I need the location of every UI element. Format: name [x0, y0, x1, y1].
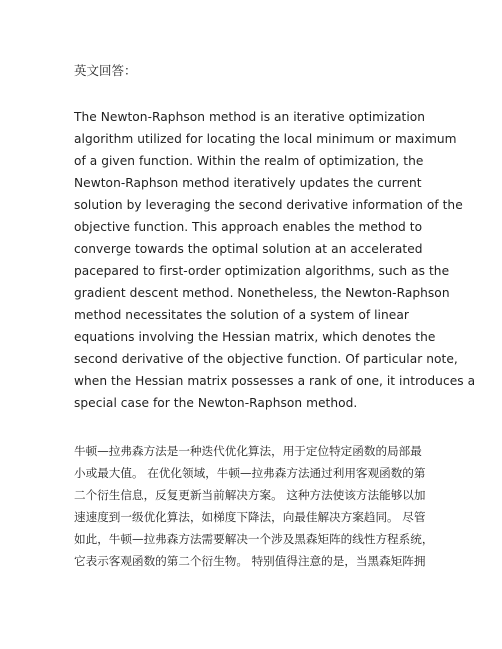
english-line: second derivative of the objective function. Of particular note,	[74, 352, 458, 366]
english-line: special case for the Newton-Raphson method.	[74, 396, 358, 410]
english-line: objective function. This approach enables the method to	[74, 220, 423, 234]
english-line: The Newton-Raphson method is an iterative optimization	[74, 110, 426, 124]
english-paragraph	[74, 106, 475, 414]
english-line: gradient descent method. Nonetheless, the Newton-Raphson	[74, 286, 450, 300]
chinese-line: 牛顿—拉弗森方法是一种迭代优化算法，用于定位特定函数的局部最	[74, 444, 422, 458]
chinese-line: 二个衍生信息，反复更新当前解决方案。 这种方法使该方法能够以加	[74, 488, 426, 502]
english-line: converge towards the optimal solution at an accelerated	[74, 242, 423, 256]
english-line: solution by leveraging the second derivative information of the	[74, 198, 463, 212]
chinese-line: 速速度到一级优化算法，如梯度下降法，向最佳解决方案趋同。 尽管	[74, 510, 426, 524]
chinese-line: 它表示客观函数的第二个衍生物。 特别值得注意的是，当黑森矩阵拥	[74, 554, 426, 568]
english-line: algorithm utilized for locating the local minimum or maximum	[74, 132, 457, 146]
english-line: of a given function. Within the realm of optimization, the	[74, 154, 424, 168]
english-line: when the Hessian matrix possesses a rank of one, it introduces a	[74, 374, 476, 388]
english-line: equations involving the Hessian matrix, which denotes the	[74, 330, 436, 344]
chinese-line: 如此，牛顿—拉弗森方法需要解决一个涉及黑森矩阵的线性方程系统，	[74, 532, 434, 546]
english-line: Newton-Raphson method iteratively updates the current	[74, 176, 422, 190]
chinese-paragraph	[74, 440, 433, 572]
english-line: method necessitates the solution of a system of linear	[74, 308, 409, 322]
section-heading: 英文回答：	[74, 63, 137, 78]
english-line: pacepared to first-order optimization algorithms, such as the	[74, 264, 450, 278]
chinese-line: 小或最大值。 在优化领域，牛顿—拉弗森方法通过利用客观函数的第	[74, 466, 426, 480]
